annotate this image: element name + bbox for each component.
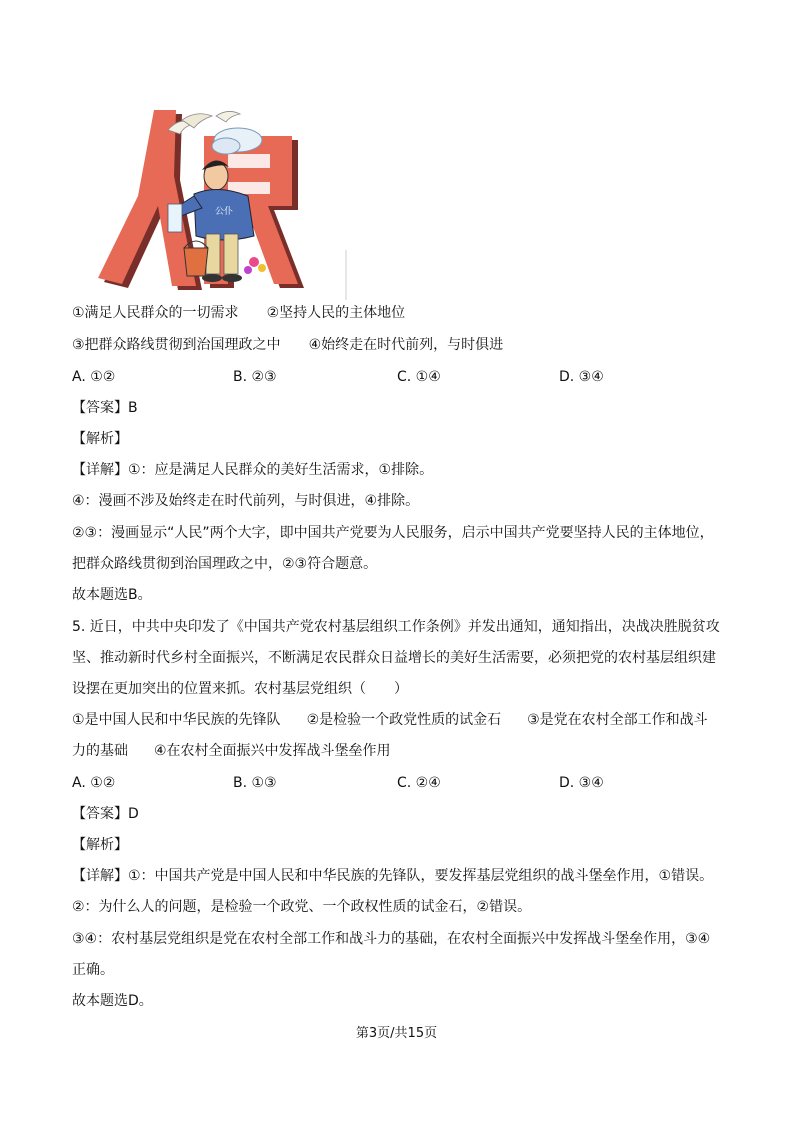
cartoon-illustration: [98, 100, 350, 300]
q5-stem-1: 5. 近日，中共中央印发了《中国共产党农村基层组织工作条例》并发出通知，通知指出，决战决胜脱贫攻: [72, 619, 720, 635]
q4-statement-1: ①满足人民群众的一切需求: [72, 305, 239, 321]
q4-detail-3: ②③：漫画显示“人民”两个大字，即中国共产党要为人民服务，启示中国共产党要坚持人民的主体地位，: [72, 525, 714, 541]
q4-option-c: C. ①④: [397, 369, 441, 385]
q5-detail-1: 【详解】①：中国共产党是中国人民和中华民族的先锋队，要发挥基层党组织的战斗堡垒作用，①错误。: [72, 868, 714, 884]
q5-statement-2: ②是检验一个政党性质的试金石: [306, 712, 502, 728]
q4-detail-5: 故本题选B。: [72, 587, 152, 603]
q4-option-a: A. ①②: [72, 369, 116, 385]
cartoon-svg: [98, 100, 350, 300]
q5-statements-line1: [72, 710, 708, 730]
q5-answer: 【答案】D: [72, 806, 139, 822]
q4-options: [72, 367, 732, 387]
q5-option-d: D. ③④: [559, 775, 604, 791]
q4-detail-4: 把群众路线贯彻到治国理政之中，②③符合题意。: [72, 556, 378, 572]
page-number: 第3页/共15页: [355, 1026, 438, 1041]
q4-statement-4: ④始终走在时代前列，与时俱进: [308, 337, 504, 353]
q4-detail-1: 【详解】①：应是满足人民群众的美好生活需求，①排除。: [72, 462, 434, 478]
q5-stem-2: 坚、推动新时代乡村全面振兴，不断满足农民群众日益增长的美好生活需要，必须把党的农村基层组织建: [72, 650, 716, 666]
q5-detail-3: ③④：农村基层党组织是党在农村全部工作和战斗力的基础，在农村全面振兴中发挥战斗堡垒作用，③④: [72, 931, 711, 947]
q5-option-a: A. ①②: [72, 775, 116, 791]
q4-option-b: B. ②③: [233, 369, 277, 385]
q5-statements-line2: [72, 741, 391, 761]
q4-statement-2: ②坚持人民的主体地位: [266, 305, 406, 321]
q5-detail-4: 正确。: [72, 962, 114, 978]
q5-statement-3: ③是党在农村全部工作和战斗: [527, 712, 708, 728]
q5-statement-3-cont: 力的基础: [72, 743, 128, 759]
q5-detail-5: 故本题选D。: [72, 993, 153, 1009]
q4-option-d: D. ③④: [559, 369, 604, 385]
q5-analysis-label: 【解析】: [72, 837, 128, 853]
q5-detail-2: ②：为什么人的问题，是检验一个政党、一个政权性质的试金石，②错误。: [72, 899, 532, 915]
q5-stem-3: 设摆在更加突出的位置来抓。农村基层党组织（ ）: [72, 681, 408, 697]
q4-detail-2: ④：漫画不涉及始终走在时代前列，与时俱进，④排除。: [72, 493, 420, 509]
q5-statement-4: ④在农村全面振兴中发挥战斗堡垒作用: [154, 743, 391, 759]
q4-statement-3: ③把群众路线贯彻到治国理政之中: [72, 337, 281, 353]
flower-icon: [244, 257, 266, 274]
badge-text: 公仆: [214, 207, 234, 217]
q4-answer: 【答案】B: [72, 400, 138, 416]
q5-options: [72, 773, 732, 793]
q4-analysis-label: 【解析】: [72, 431, 128, 447]
q5-option-b: B. ①③: [233, 775, 277, 791]
q4-statements-line1: [72, 303, 405, 323]
q4-statements-line2: [72, 335, 503, 355]
q5-statement-1: ①是中国人民和中华民族的先锋队: [72, 712, 281, 728]
q5-option-c: C. ②④: [397, 775, 441, 791]
